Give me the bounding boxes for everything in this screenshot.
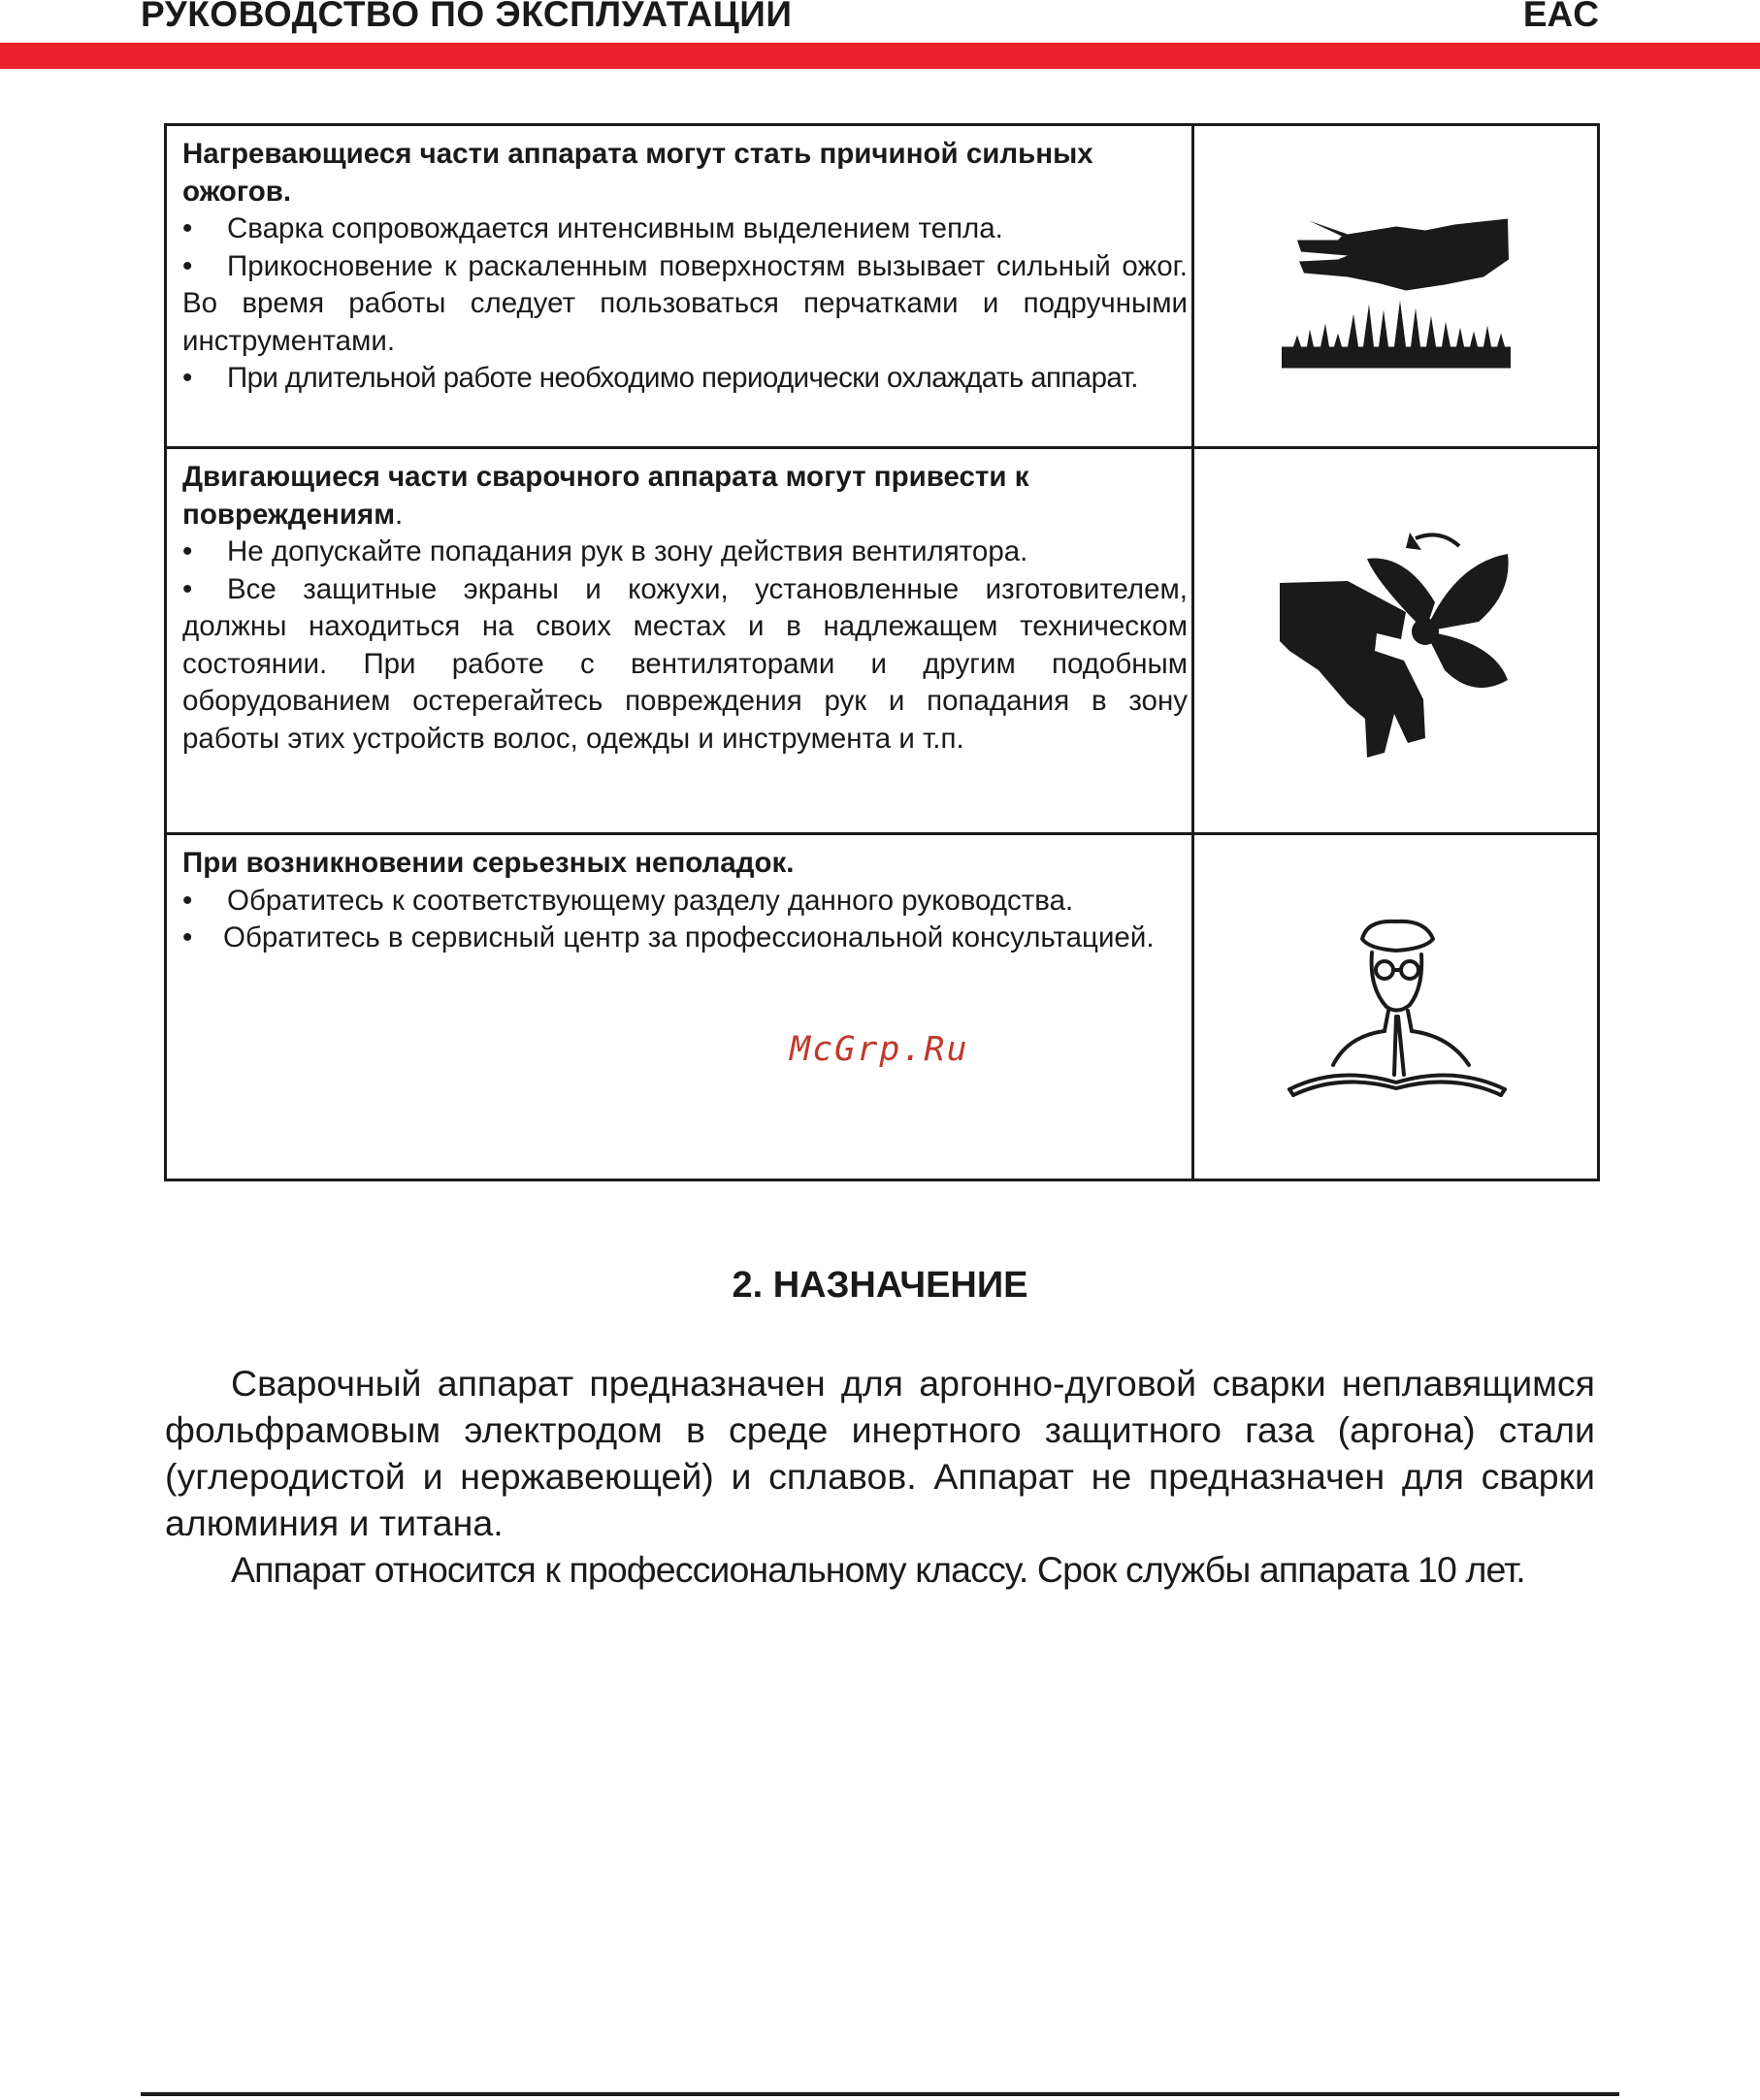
document-header-title: РУКОВОДСТВО ПО ЭКСПЛУАТАЦИИ	[141, 0, 793, 34]
warning-row-malfunctions	[167, 835, 1597, 1179]
paragraph: Сварочный аппарат предназначен для аргонно-дуговой сварки неплавящимся фольфрамовым электродом в среде инертного защитного газа (аргона) стали (углеродистой и нержавеющей) и сплавов. Аппарат не предназначен для сварки алюминия и титана.	[165, 1363, 1595, 1543]
safety-warnings-table	[164, 123, 1600, 1181]
warning-text	[182, 136, 1188, 398]
warning-row-moving-parts	[167, 449, 1597, 835]
hot-surface-icon	[1194, 126, 1597, 446]
warning-heading: При возникновении серьезных неполадок.	[182, 847, 795, 879]
watermark: McGrp.Ru	[790, 1030, 969, 1069]
warning-text	[182, 845, 1188, 957]
warning-bullet: • Прикосновение к раскаленным поверхностям вызывает сильный ожог. Во время работы следует пользоваться перчатками и подручными инструментами.	[182, 249, 1188, 357]
paragraph: Аппарат относится к профессиональному классу. Срок службы аппарата 10 лет.	[231, 1549, 1525, 1590]
warning-bullet: • Все защитные экраны и кожухи, установленные изготовителем, должны находиться на своих местах и в надлежащем техническом состоянии. При работе с вентиляторами и другим подобным оборудованием остерегайтесь повреждения рук и попадания в зону работы этих устройств волос, одежды и инструмента и т.п.	[182, 572, 1188, 755]
footer-rule	[141, 2092, 1619, 2096]
read-manual-icon	[1194, 835, 1597, 1179]
header-accent-bar	[0, 43, 1760, 69]
warning-bullet: • При длительной работе необходимо периодически охлаждать аппарат.	[182, 362, 1138, 394]
section-body	[165, 1360, 1595, 1593]
warning-bullet: • Обратитесь в сервисный центр за профессиональной консультацией.	[182, 921, 1155, 953]
section-title: 2. НАЗНАЧЕНИЕ	[732, 1265, 1028, 1306]
warning-heading: Нагревающиеся части аппарата могут стать причиной сильных ожогов.	[182, 138, 1093, 208]
warning-heading: Двигающиеся части сварочного аппарата могут привести к повреждениям.	[182, 461, 1029, 531]
warning-bullet: • Не допускайте попадания рук в зону действия вентилятора.	[182, 535, 1028, 567]
eac-mark: EAC	[1522, 0, 1599, 34]
warning-row-hot-parts	[167, 126, 1597, 449]
warning-bullet: • Сварка сопровождается интенсивным выделением тепла.	[182, 212, 1003, 244]
rotating-fan-hand-icon	[1194, 449, 1597, 832]
warning-text	[182, 459, 1188, 758]
warning-bullet: • Обратитесь к соответствующему разделу данного руководства.	[182, 884, 1074, 917]
